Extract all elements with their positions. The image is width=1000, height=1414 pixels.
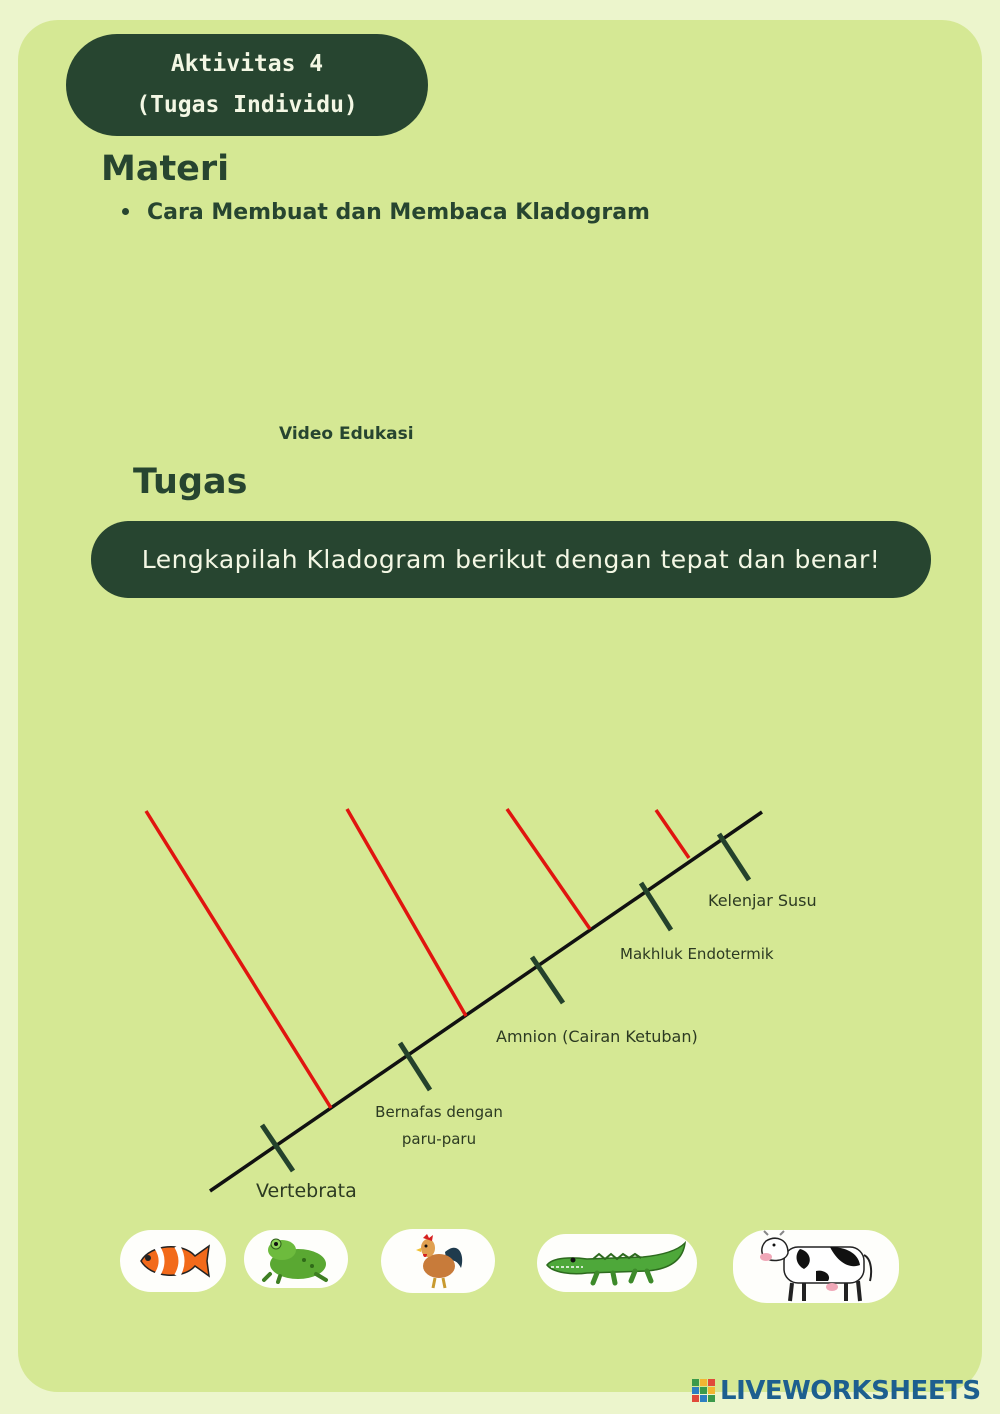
branch-line-1[interactable] (146, 811, 331, 1108)
materi-title: Materi (101, 149, 230, 189)
frog-icon (260, 1234, 332, 1284)
branch-line-4[interactable] (656, 810, 689, 858)
liveworksheets-logo-icon (692, 1379, 716, 1403)
trait-label-paru-line1: Bernafas dengan (375, 1103, 503, 1121)
animal-card-frog[interactable] (244, 1230, 348, 1288)
trait-label-amnion: Amnion (Cairan Ketuban) (496, 1027, 698, 1046)
trait-marker-amnion (532, 957, 563, 1003)
trait-marker-vertebrata (262, 1125, 293, 1171)
tugas-title: Tugas (133, 462, 248, 502)
crocodile-icon (543, 1239, 691, 1287)
branch-line-3[interactable] (507, 809, 590, 929)
trait-label-paru (366, 1099, 512, 1153)
animal-card-rooster[interactable] (381, 1229, 495, 1293)
trait-label-vertebrata: Vertebrata (256, 1180, 357, 1202)
rooster-icon (411, 1230, 465, 1292)
materi-item-text: Cara Membuat dan Membaca Kladogram (147, 200, 650, 225)
activity-subtitle: (Tugas Individu) (136, 92, 358, 118)
clownfish-icon (133, 1236, 213, 1286)
trait-marker-kelenjar (719, 834, 749, 880)
task-instruction-text: Lengkapilah Kladogram berikut dengan tepat dan benar! (141, 545, 881, 574)
liveworksheets-text: LIVEWORKSHEETS (720, 1376, 981, 1406)
animal-card-crocodile[interactable] (537, 1234, 697, 1292)
trait-label-kelenjar: Kelenjar Susu (708, 891, 817, 910)
liveworksheets-brand[interactable] (692, 1376, 981, 1406)
trait-marker-endotermik (641, 883, 671, 930)
trait-label-paru-line2: paru-paru (401, 1130, 477, 1148)
cow-icon (754, 1229, 878, 1305)
video-label: Video Edukasi (279, 424, 414, 444)
branch-line-2[interactable] (347, 809, 466, 1016)
animal-card-fish[interactable] (120, 1230, 226, 1292)
activity-title: Aktivitas 4 (170, 51, 324, 77)
animal-card-cow[interactable] (733, 1230, 899, 1303)
trait-label-endotermik: Makhluk Endotermik (620, 945, 774, 963)
